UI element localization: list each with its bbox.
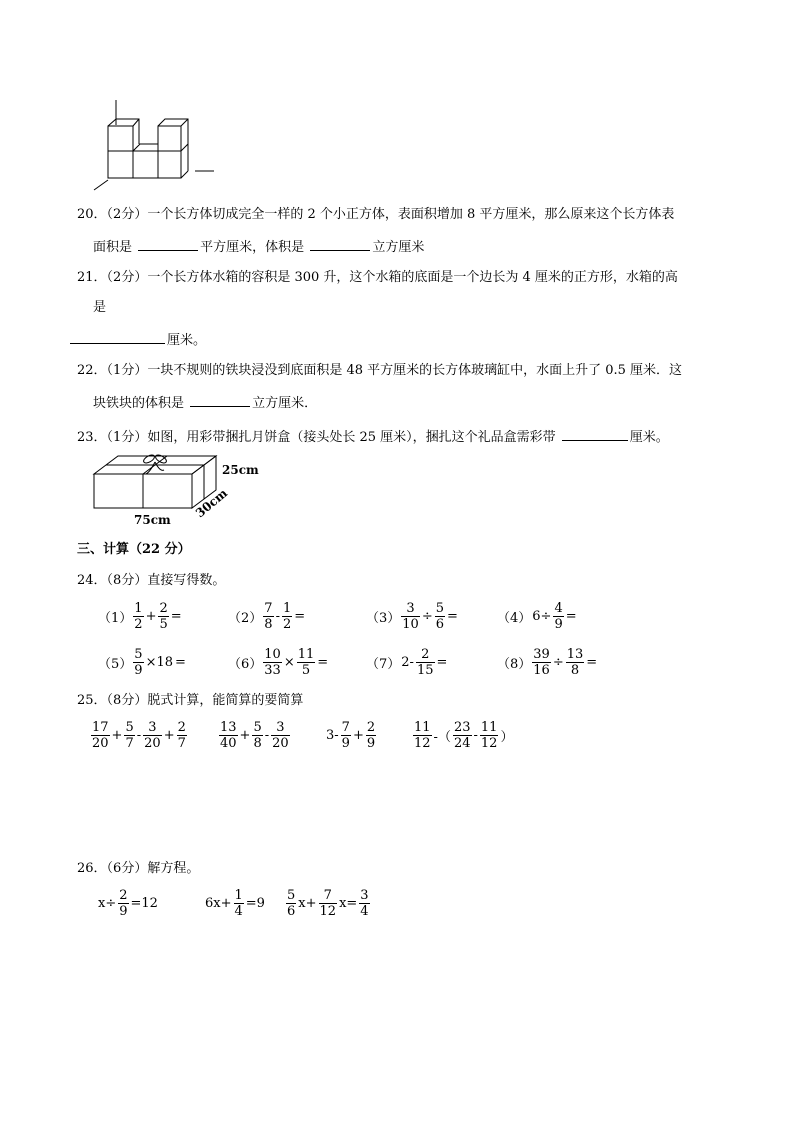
gift-box-figure	[88, 450, 268, 530]
q26-equation-1	[97, 888, 159, 919]
q22-text-b: 块铁块的体积是	[93, 396, 185, 411]
fraction: $\frac{3}{20}$	[272, 720, 289, 751]
box-width-label: 30cm	[192, 485, 231, 521]
fraction: $\frac{3}{10}$	[402, 601, 419, 632]
cube-stack-figure	[90, 95, 220, 195]
operand: 6÷	[532, 609, 552, 624]
item-label: （4）	[497, 611, 532, 626]
fraction: $\frac{1}{2}$	[134, 601, 143, 632]
operand: 3-	[326, 728, 339, 743]
section-3-heading	[77, 541, 191, 559]
q21-line3	[68, 329, 206, 350]
q25-expression-2	[218, 720, 291, 751]
equals-sign: =	[447, 609, 458, 624]
operator: ）	[500, 730, 514, 745]
q21-line2	[93, 299, 106, 317]
q20-text-d: 立方厘米	[372, 240, 425, 255]
q20-text: 20．（2分）一个长方体切成完全一样的 2 个小正方体，表面积增加 8 平方厘米，那么原来这个长方体表	[77, 207, 675, 222]
operator: -	[136, 728, 142, 743]
q25-expression-3	[325, 720, 377, 751]
fraction: $\frac{7}{8}$	[264, 601, 273, 632]
operator: +	[239, 728, 251, 743]
q26-title	[77, 860, 199, 878]
q20-line1	[77, 206, 674, 224]
item-label: （2）	[228, 611, 263, 626]
fraction: $\frac{2}{5}$	[159, 601, 168, 632]
q23-line1	[77, 426, 669, 447]
fraction: $\frac{2}{9}$	[366, 720, 376, 751]
operand: x+	[298, 896, 317, 911]
fraction: $\frac{7}{9}$	[341, 720, 350, 751]
item-label: （6）	[228, 657, 263, 672]
operator: ×	[283, 655, 295, 670]
q24-title-text: 24．（8分）直接写得数。	[77, 573, 226, 588]
equals-sign: =	[565, 609, 577, 624]
operator: -	[275, 609, 280, 624]
section-3-title: 三、计算（22 分）	[77, 542, 191, 557]
fraction: $\frac{3}{20}$	[144, 720, 161, 751]
q20-answer-blank-1[interactable]	[138, 236, 198, 251]
fraction: $\frac{1}{2}$	[282, 601, 292, 632]
q24-item-7	[366, 647, 448, 678]
operator: -	[473, 728, 478, 743]
operand: x÷	[98, 896, 117, 911]
q21-line1	[77, 269, 678, 287]
equals-sign: =	[436, 655, 448, 670]
q25-title	[77, 692, 303, 710]
fraction: $\frac{5}{7}$	[125, 720, 134, 751]
fraction: $\frac{3}{4}$	[360, 888, 369, 919]
q20-text-b: 面积是	[93, 240, 133, 255]
fraction: $\frac{11}{12}$	[480, 720, 498, 751]
fraction: $\frac{13}{40}$	[220, 720, 237, 751]
q24-item-5	[98, 647, 187, 678]
operator: +	[163, 728, 175, 743]
item-label: （7）	[366, 657, 401, 672]
operand: 6x+	[205, 896, 232, 911]
operator: +	[145, 609, 157, 624]
q20-line2	[93, 236, 424, 257]
fraction: $\frac{23}{24}$	[453, 720, 471, 751]
operator: +	[352, 728, 364, 743]
q22-line1	[77, 362, 682, 380]
q24-item-8	[497, 647, 598, 678]
item-label: （3）	[366, 611, 401, 626]
fraction: $\frac{13}{8}$	[566, 647, 584, 678]
operator: ÷	[552, 655, 564, 670]
equals-sign: =	[586, 655, 598, 670]
equals-sign: =	[170, 609, 182, 624]
equals-sign: =	[317, 655, 329, 670]
q25-expression-1	[90, 720, 188, 751]
q24-item-4	[497, 601, 578, 632]
q22-line2	[93, 392, 317, 413]
operand: =12	[130, 896, 158, 911]
q24-title	[77, 572, 225, 590]
equals-sign: =	[175, 655, 186, 670]
operator: -	[264, 728, 270, 743]
q24-item-1	[98, 601, 183, 632]
q22-text-c: 立方厘米．	[252, 396, 318, 411]
q20-text-c: 平方厘米，体积是	[200, 240, 305, 255]
q21-text: 21．（2分）一个长方体水箱的容积是 300 升，这个水箱的底面是一个边长为 4 厘米的正方形，水箱的高	[77, 270, 678, 285]
q26-equation-2	[204, 888, 266, 919]
q26-title-text: 26．（6分）解方程。	[77, 861, 200, 876]
fraction: $\frac{7}{12}$	[319, 888, 337, 919]
fraction: $\frac{2}{7}$	[177, 720, 186, 751]
q25-title-text: 25．（8分）脱式计算，能简算的要简算	[77, 693, 304, 708]
item-label: （1）	[98, 611, 133, 626]
fraction: $\frac{2}{9}$	[119, 888, 128, 919]
q20-answer-blank-2[interactable]	[310, 236, 370, 251]
box-height-label: 25cm	[222, 463, 259, 477]
operator: -（	[433, 730, 451, 745]
q21-text-b: 是	[93, 300, 107, 315]
fraction: $\frac{5}{6}$	[435, 601, 445, 632]
fraction: $\frac{5}{8}$	[253, 720, 262, 751]
q23-answer-blank[interactable]	[562, 426, 628, 441]
operand: 2-	[401, 655, 414, 670]
operand: x=	[339, 896, 358, 911]
fraction: $\frac{39}{16}$	[533, 647, 550, 678]
fraction: $\frac{17}{20}$	[92, 720, 109, 751]
q23-text: 23．（1分）如图，用彩带捆扎月饼盒（接头处长 25 厘米），捆扎这个礼品盒需彩带	[77, 430, 556, 445]
fraction: $\frac{2}{15}$	[416, 647, 434, 678]
q21-answer-blank[interactable]	[70, 329, 165, 344]
q21-text-c: 厘米。	[167, 333, 207, 348]
operand: =9	[245, 896, 265, 911]
item-label: （5）	[98, 657, 133, 672]
q24-item-6	[228, 647, 329, 678]
q23-text-b: 厘米。	[629, 430, 669, 445]
box-length-label: 75cm	[134, 513, 171, 527]
fraction: $\frac{5}{6}$	[287, 888, 296, 919]
operator: +	[111, 728, 123, 743]
equals-sign: =	[294, 609, 306, 624]
operator: ÷	[421, 609, 433, 624]
q24-item-3	[366, 601, 459, 632]
q26-equation-3	[285, 888, 371, 919]
q25-expression-4	[412, 720, 514, 751]
fraction: $\frac{11}{12}$	[414, 720, 431, 751]
q22-text: 22．（1分）一块不规则的铁块浸没到底面积是 48 平方厘米的长方体玻璃缸中，水面上升了 0.5 厘米．这	[77, 363, 683, 378]
item-label: （8）	[497, 657, 532, 672]
fraction: $\frac{4}{9}$	[554, 601, 563, 632]
fraction: $\frac{11}{5}$	[297, 647, 315, 678]
fraction: $\frac{1}{4}$	[234, 888, 243, 919]
operator: ×18	[145, 655, 173, 670]
fraction: $\frac{5}{9}$	[134, 647, 143, 678]
q24-item-2	[228, 601, 306, 632]
fraction: $\frac{10}{33}$	[264, 647, 281, 678]
q22-answer-blank[interactable]	[190, 392, 250, 407]
